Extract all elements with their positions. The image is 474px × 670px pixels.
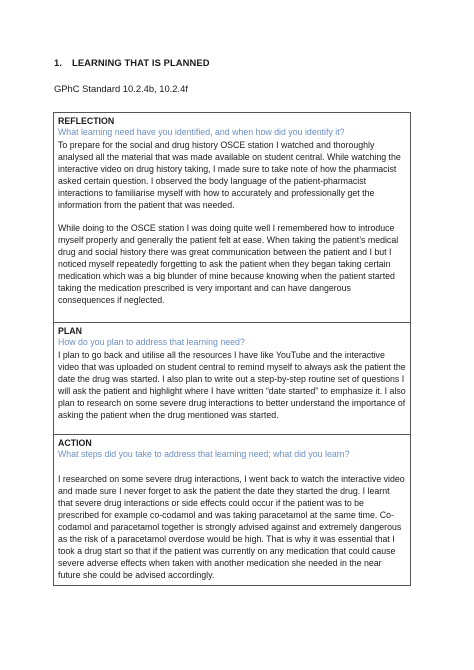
action-box [53, 434, 411, 586]
section-number: 1. [54, 57, 63, 68]
gphc-standard: GPhC Standard 10.2.4b, 10.2.4f [54, 83, 188, 94]
plan-question: How do you plan to address that learning need? [58, 337, 245, 347]
section-heading [54, 57, 210, 68]
action-question: What steps did you take to address that learning need; what did you learn? [58, 449, 350, 459]
reflection-box [53, 112, 411, 323]
reflection-title: REFLECTION [58, 116, 115, 126]
plan-paragraph: I plan to go back and utilise all the resources I have like YouTube and the interactive video that was uploaded on student central to remind myself to always ask the patient the date the drug was started. I also plan to write out a step-by-step routine set of questions I will ask the patient and highlight where I have written “date started” to emphasize it. I also plan to research on some severe drug interactions to better understand the importance of asking the patient when the drug mentioned was started. [58, 349, 406, 420]
action-paragraph: I researched on some severe drug interactions, I went back to watch the interactive video and made sure I never forget to ask the patient the date they started the drug. I learnt that severe drug interactions or side effects could occur if the patient was to be prescribed for example co-codamol and was taking paracetamol at the same time. Co-codamol and paracetamol together is strongly advised against and extremely dangerous as the risk of a paracetamol overdose would be high. That is why it was essential that I took a drug start so that if the patient was currently on any medication that could cause severe adverse effects when taken with another medication she needed in the near future she could be advised accordingly. [58, 473, 405, 580]
blank-line [58, 461, 406, 473]
reflection-question: What learning need have you identified, and when how did you identify it? [58, 127, 345, 137]
plan-title: PLAN [58, 326, 82, 336]
plan-box [53, 322, 411, 435]
action-title: ACTION [58, 438, 92, 448]
section-title: LEARNING THAT IS PLANNED [72, 57, 210, 68]
reflection-paragraph: To prepare for the social and drug history OSCE station I watched and thoroughly analysed all the material that was made available on student central. While watching the interactive video on drug history taking, I made sure to take note of how the pharmacist asked certain question. I observed the body language of the patient-pharmacist interactions to familiarise myself with how to accurately and professionally get the information from the patient that was needed. [58, 139, 401, 210]
reflection-paragraph: While doing to the OSCE station I was doing quite well I remembered how to introduce myself properly and generally the patient felt at ease. When taking the patient’s medical drug and social history there was great communication between the patient and I but I noticed myself repeatedly forgetting to ask the patient when they began taking certain medication which was a big blunder of mine because knowing when the patient started taking the medication prescribed is very important and can have dangerous consequences if neglected. [58, 222, 399, 305]
